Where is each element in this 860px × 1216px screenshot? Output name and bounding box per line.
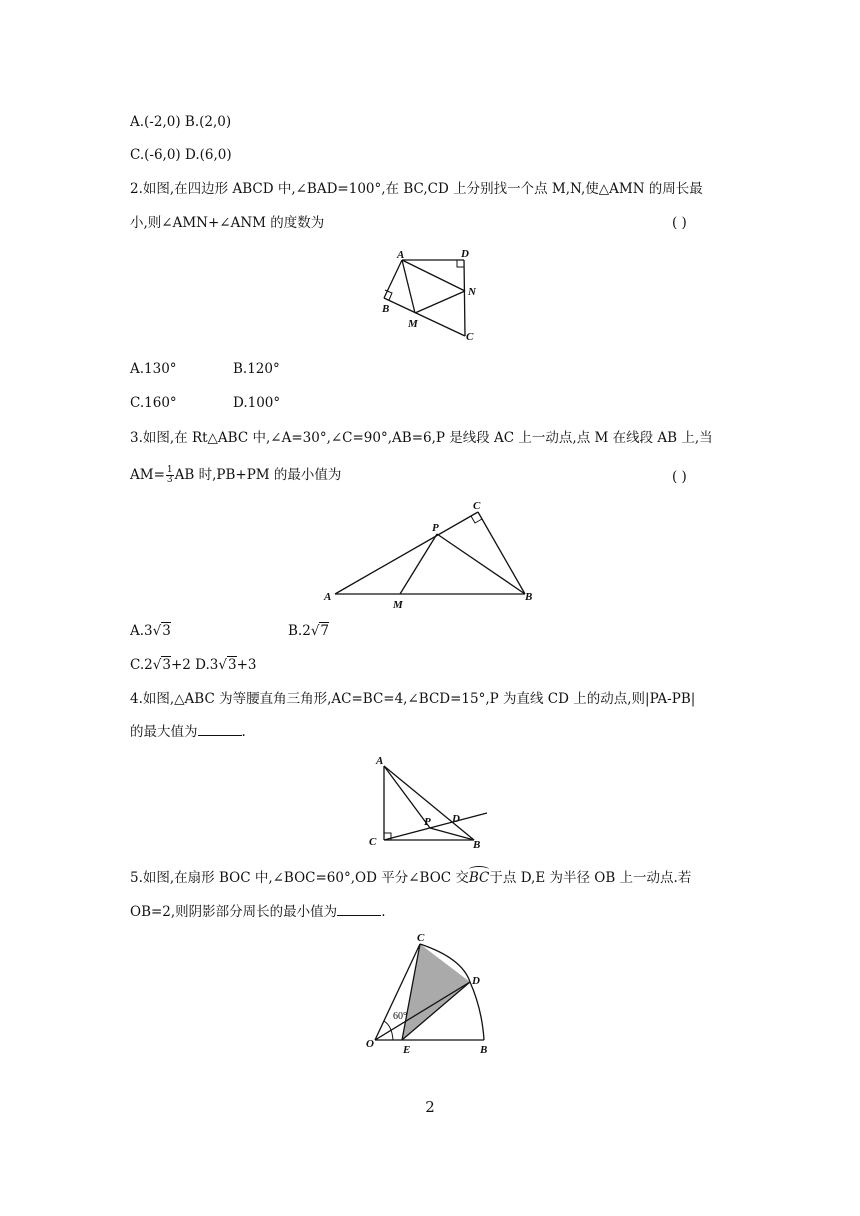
q3-option-d-sqrt: √3 (218, 657, 237, 673)
q4-label-p: P (424, 816, 431, 828)
q3-option-b (288, 622, 329, 640)
q4-label-a: A (376, 755, 384, 767)
q3-option-a-radicand: 3 (162, 623, 171, 639)
q3-label-c: C (473, 500, 481, 512)
q3-stem-line2 (130, 466, 341, 485)
q2-stem-line1: 2.如图,在四边形 ABCD 中,∠BAD=100°,在 BC,CD 上分别找一个点 M,N,使△AMN 的周长最 (130, 181, 703, 197)
q3-fraction-den: 3 (166, 475, 173, 485)
q3-stem-am: AM= (130, 467, 165, 483)
q3-option-d-rest: +3 (236, 657, 257, 673)
q5-stem-line2 (130, 903, 385, 921)
q5-label-c: C (417, 932, 425, 944)
q3-fraction-num: 1 (166, 465, 173, 475)
q2-label-d: D (461, 248, 469, 260)
q3-option-d-radicand: 3 (227, 657, 237, 673)
q2-answer-bracket: ( ) (672, 215, 687, 231)
q5-label-b: B (480, 1044, 488, 1056)
q3-label-m: M (393, 599, 403, 611)
q2-stem-line2: 小,则∠AMN+∠ANM 的度数为 (130, 215, 325, 231)
q2-option-c: C.160° (130, 395, 177, 411)
q5-stem-text-3: OB=2,则阴影部分周长的最小值为 (130, 904, 338, 920)
q4-answer-blank (198, 723, 242, 736)
q4-label-d: D (452, 813, 460, 825)
q5-answer-blank (337, 903, 381, 916)
q4-figure (362, 752, 497, 852)
q2-option-d: D.100° (233, 395, 281, 411)
q5-figure (362, 932, 497, 1057)
q3-options-cd (130, 656, 256, 674)
q4-stem-line1: 4.如图,△ABC 为等腰直角三角形,AC=BC=4,∠BCD=15°,P 为直线 CD 上的动点,则|PA-PB| (130, 691, 696, 707)
q5-label-d: D (472, 975, 480, 987)
q5-angle-label: 60° (393, 1011, 407, 1022)
q5-stem-text-2: 于点 D,E 为半径 OB 上一动点.若 (489, 870, 692, 886)
q5-stem-text-1: 5.如图,在扇形 BOC 中,∠BOC=60°,OD 平分∠BOC 交 (130, 870, 469, 886)
q4-label-b: B (473, 839, 481, 851)
q3-stem-line1: 3.如图,在 Rt△ABC 中,∠A=30°,∠C=90°,AB=6,P 是线段 AC 上一动点,点 M 在线段 AB 上,当 (130, 430, 713, 446)
page-number: 2 (425, 1098, 435, 1116)
q3-option-b-sqrt: √7 (310, 623, 330, 639)
q3-option-a-coef: A.3 (130, 623, 153, 639)
q3-option-c-sqrt: √3 (152, 657, 171, 673)
q2-figure (370, 246, 490, 346)
q5-arc-bc: BC (468, 870, 490, 886)
q3-label-p: P (432, 522, 439, 534)
q2-label-b: B (382, 303, 390, 315)
q3-option-c-radicand: 3 (162, 657, 171, 673)
q4-stem-line2 (130, 723, 246, 741)
q3-label-a: A (324, 591, 332, 603)
q3-figure (320, 496, 550, 612)
q5-label-e: E (403, 1044, 411, 1056)
q5-stem-end: . (381, 904, 386, 920)
q3-option-b-coef: B.2 (288, 623, 311, 639)
q3-label-b: B (525, 591, 533, 603)
q4-stem-end: . (241, 724, 246, 740)
q3-option-b-radicand: 7 (320, 623, 330, 639)
q3-fraction (166, 466, 174, 485)
q3-option-c-rest: +2 D.3 (170, 657, 219, 673)
q3-option-a-sqrt: √3 (152, 623, 171, 639)
q5-stem-line1 (130, 869, 691, 887)
q2-label-c: C (466, 331, 474, 343)
q3-option-c-coef: C.2 (130, 657, 153, 673)
q4-stem-text: 的最大值为 (130, 724, 198, 740)
q2-option-b: B.120° (233, 361, 280, 377)
q1-options-row1: A.(-2,0) B.(2,0) (130, 114, 232, 130)
q2-option-a: A.130° (130, 361, 177, 377)
q1-options-row2: C.(-6,0) D.(6,0) (130, 147, 232, 163)
q3-option-a (130, 622, 171, 640)
q5-label-o: O (366, 1038, 374, 1050)
q2-label-n: N (468, 286, 476, 298)
q4-label-c: C (369, 836, 377, 848)
q3-answer-bracket: ( ) (672, 469, 687, 485)
q3-stem-rest: AB 时,PB+PM 的最小值为 (174, 467, 342, 483)
q2-label-m: M (408, 318, 418, 330)
q2-label-a: A (397, 249, 405, 261)
